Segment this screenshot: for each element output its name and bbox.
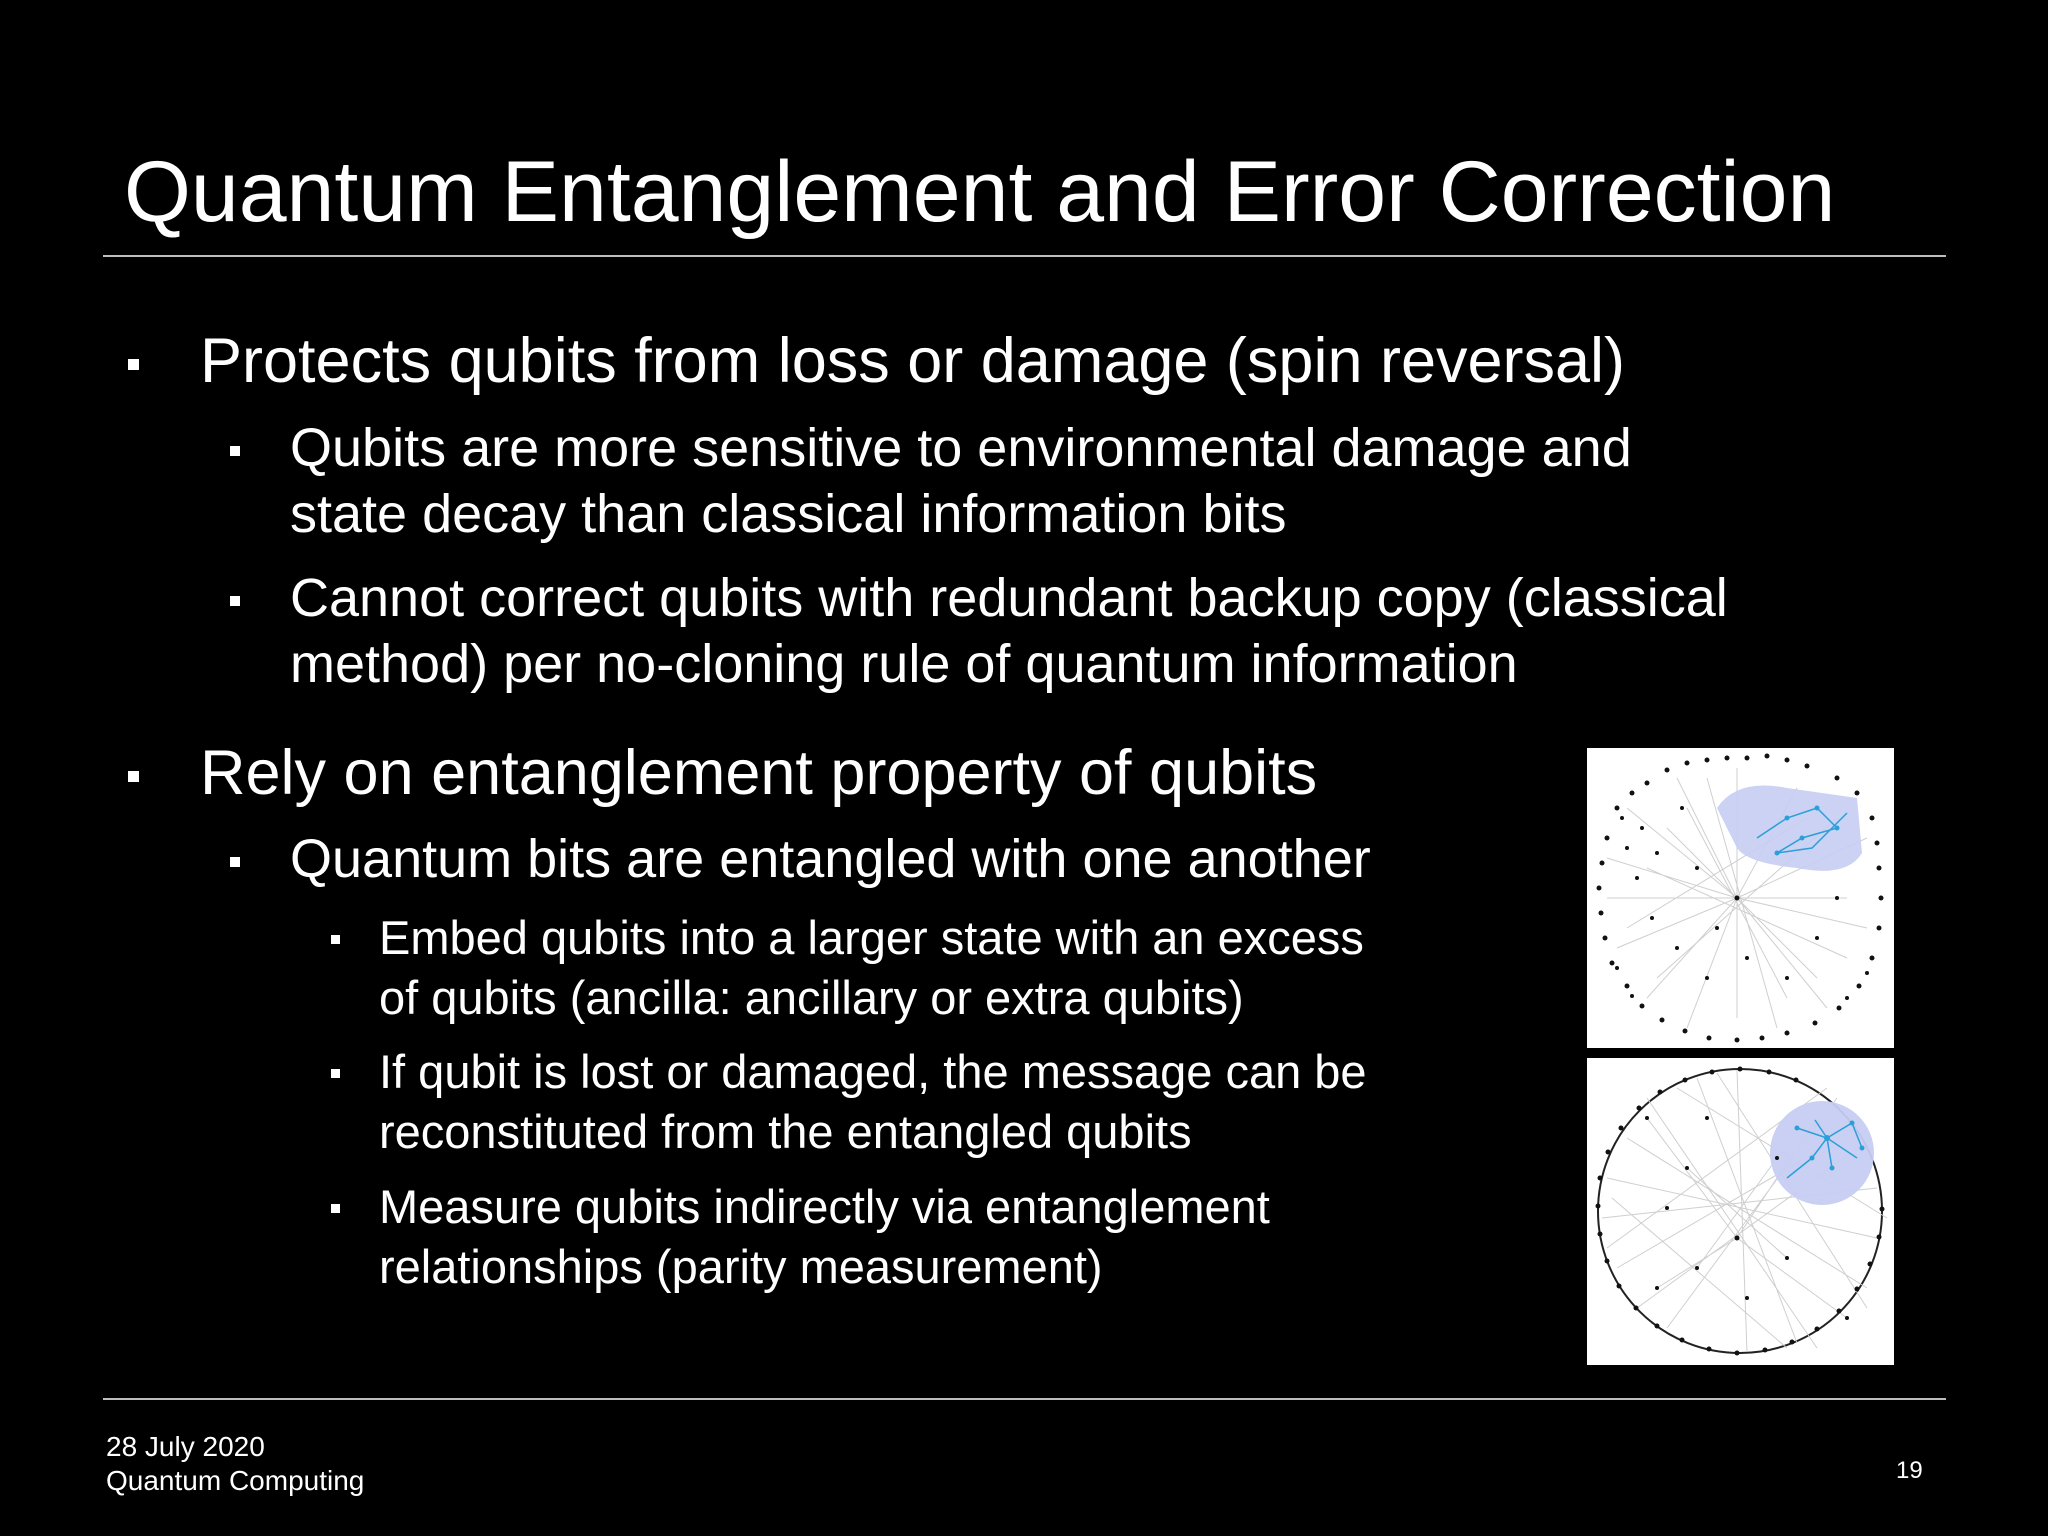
bullet-text-line: Quantum bits are entangled with one another xyxy=(290,829,1371,889)
bullet-marker xyxy=(331,1069,340,1078)
bullet-level3 xyxy=(379,1042,1367,1162)
bullet-level2 xyxy=(290,826,1371,892)
footer-rule xyxy=(103,1398,1946,1400)
slide-title: Quantum Entanglement and Error Correction xyxy=(124,144,1836,240)
bullet-text-line: reconstituted from the entangled qubits xyxy=(379,1105,1192,1158)
bullet-marker xyxy=(230,857,240,867)
bullet-text-line: method) per no-cloning rule of quantum information xyxy=(290,634,1518,694)
bullet-marker xyxy=(331,935,340,944)
bullet-level2 xyxy=(290,415,1632,547)
bullet-level2 xyxy=(290,565,1728,697)
bullet-text-line: state decay than classical information bits xyxy=(290,484,1287,544)
bullet-marker xyxy=(331,1204,340,1213)
network-graph-figure-bottom xyxy=(1587,1058,1894,1365)
bullet-text-line: Embed qubits into a larger state with an excess xyxy=(379,911,1364,964)
bullet-text: Protects qubits from loss or damage (spin reversal) xyxy=(200,326,1626,396)
footer-date: 28 July 2020 xyxy=(106,1431,265,1462)
bullet-level3 xyxy=(379,1177,1270,1297)
bullet-text: Rely on entanglement property of qubits xyxy=(200,738,1318,808)
bullet-text-line: Qubits are more sensitive to environmental damage and xyxy=(290,418,1632,478)
network-graph-dense-cluster-icon xyxy=(1587,748,1894,1048)
bullet-text-line: If qubit is lost or damaged, the message can be xyxy=(379,1045,1367,1098)
footer-course: Quantum Computing xyxy=(106,1465,365,1496)
footer-info xyxy=(106,1430,364,1498)
bullet-marker xyxy=(230,446,240,456)
network-graph-circular-layout-icon xyxy=(1587,1058,1894,1365)
network-graph-figure-top xyxy=(1587,748,1894,1048)
title-rule xyxy=(103,255,1946,257)
bullet-text-line: Measure qubits indirectly via entanglement xyxy=(379,1180,1270,1233)
bullet-marker xyxy=(128,771,139,782)
bullet-level3 xyxy=(379,908,1364,1028)
page-number: 19 xyxy=(1896,1457,1923,1484)
bullet-level1 xyxy=(200,323,1625,399)
bullet-marker xyxy=(230,596,240,606)
bullet-text-line: relationships (parity measurement) xyxy=(379,1240,1103,1293)
bullet-marker xyxy=(128,359,139,370)
bullet-text-line: Cannot correct qubits with redundant backup copy (classical xyxy=(290,568,1728,628)
bullet-text-line: of qubits (ancilla: ancillary or extra qubits) xyxy=(379,971,1244,1024)
bullet-level1 xyxy=(200,735,1317,811)
